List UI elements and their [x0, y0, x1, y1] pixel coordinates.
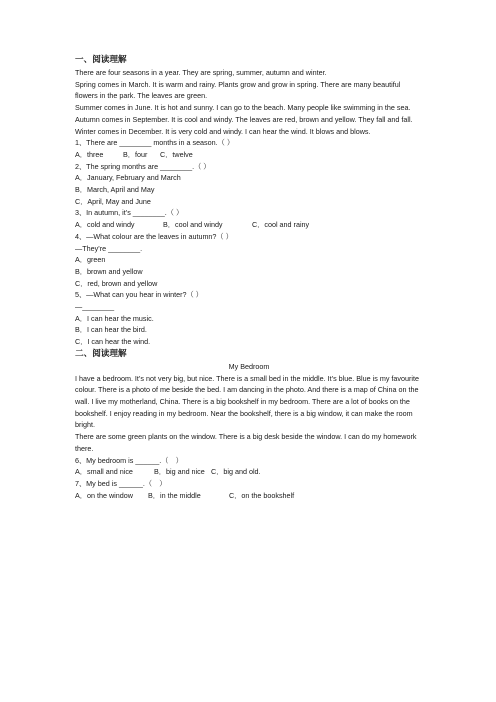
option-a: A．cold and windy: [75, 220, 135, 230]
option-a: A．I can hear the music.: [75, 313, 154, 323]
question-6: [75, 455, 423, 478]
option-c: C．big and old.: [211, 467, 261, 477]
question-options-row: [75, 149, 423, 161]
option-b: B．I can hear the bird.: [75, 325, 147, 335]
option-b: B．March, April and May: [75, 185, 155, 195]
question-options-row: [75, 490, 423, 502]
question-stem: 7、My bed is ______.（ ）: [75, 478, 167, 488]
question-2: [75, 161, 423, 208]
passage-1-p4: Autumn comes in September. It is cool and windy. The leaves are red, brown and yellow. They fall and fall.: [75, 114, 413, 124]
passage-2-p2: There are some green plants on the window. There is a big desk beside the window. I can do my homework there.: [75, 432, 417, 453]
question-stem: 5、—What can you hear in winter?（ ）: [75, 290, 203, 300]
question-stem: 2、The spring months are ________.（ ）: [75, 161, 211, 171]
section-1-title: 一、阅读理解: [75, 55, 127, 65]
question-options-row: [75, 466, 423, 478]
question-7: [75, 478, 423, 501]
passage-1-p2: Spring comes in March. It is warm and rainy. Plants grow and grow in spring. There are many beautiful flowers in the park. The leaves are green.: [75, 79, 401, 101]
question-1: [75, 137, 423, 160]
passage-1-p5: Winter comes in December. It is very cold and windy. I can hear the wind. It blows and blows.: [75, 126, 371, 136]
option-c: C．I can hear the wind.: [75, 337, 151, 347]
option-b: B．brown and yellow: [75, 266, 143, 276]
question-3: [75, 207, 423, 230]
option-c: C．twelve: [160, 149, 193, 159]
option-a: A．small and nice: [75, 467, 133, 477]
question-stem: 3、In autumn, it’s ________.（ ）: [75, 208, 184, 218]
question-stem: 6、My bedroom is ______.（ ）: [75, 455, 183, 465]
worksheet-page: [75, 54, 423, 501]
passage-1-p3: Summer comes in June. It is hot and sunny. I can go to the beach. Many people like swimming in the sea.: [75, 103, 411, 113]
option-a: A．January, February and March: [75, 173, 181, 183]
option-b: B．cool and windy: [163, 220, 223, 230]
answer-prompt: —________: [75, 302, 115, 312]
passage-1: [75, 67, 423, 137]
passage-2: [75, 373, 423, 455]
answer-prompt: —They’re ________.: [75, 243, 143, 253]
option-a: A．on the window: [75, 490, 133, 500]
question-stem: 1、There are ________ months in a season.（ ）: [75, 138, 235, 148]
option-c: C．cool and rainy: [252, 220, 310, 230]
option-c: C．red, brown and yellow: [75, 278, 158, 288]
option-a: A．three: [75, 149, 104, 159]
question-5: [75, 289, 423, 348]
option-b: B．four: [123, 149, 148, 159]
option-b: B．in the middle: [148, 490, 201, 500]
question-4: [75, 231, 423, 290]
question-stem: 4、—What colour are the leaves in autumn?（ ）: [75, 231, 233, 241]
option-b: B．big and nice: [154, 467, 205, 477]
passage-1-p1: There are four seasons in a year. They are spring, summer, autumn and winter.: [75, 68, 327, 77]
section-2-title: 二、阅读理解: [75, 348, 127, 359]
question-options-row: [75, 219, 423, 231]
passage-2-heading: My Bedroom: [228, 361, 270, 371]
option-c: C．April, May and June: [75, 196, 151, 206]
option-a: A．green: [75, 255, 106, 265]
option-c: C．on the bookshelf: [229, 490, 295, 500]
passage-2-p1: I have a bedroom. It’s not very big, but nice. There is a small bed in the middle. It’s blue. Blue is my favourite colour. There is a photo of me beside the bed. I am dancing in the photo. And there is a map of China on the wall. I live my motherland, China. There is a big bookshelf in my bedroom. There are a lot of books on the bookshelf. I enjoy reading in my bedroom. Near the bookshelf, there is a big window, it can make the room bright.: [75, 373, 419, 430]
